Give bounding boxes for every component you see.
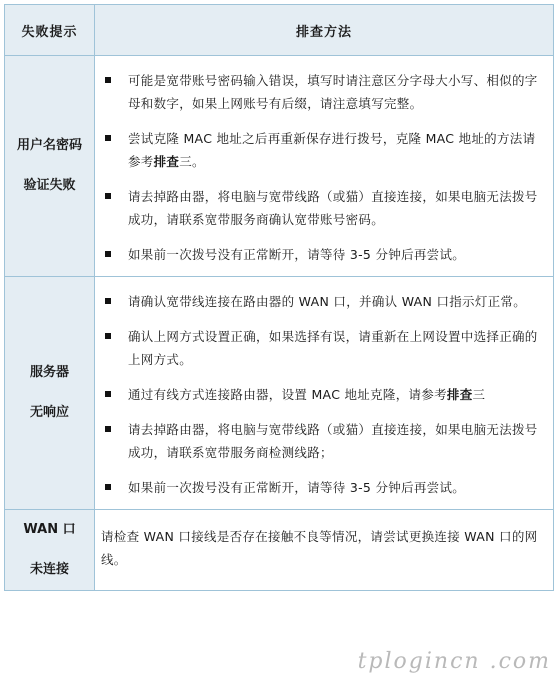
site-watermark: tplogincn .com [357,649,551,674]
square-bullet-icon [105,251,111,257]
table-row [5,510,554,591]
item-text: 请去掉路由器，将电脑与宽带线路（或猫）直接连接，如果电脑无法拨号成功，请联系宽带服务商确认宽带账号密码。 [128,189,538,227]
list-item [101,383,547,406]
method-cell-server [95,277,554,510]
header-fail-hint: 失败提示 [5,5,95,56]
item-text-after: 三 [472,387,486,402]
item-text-after: 三。 [179,154,205,169]
list-item [101,476,547,499]
square-bullet-icon [105,135,111,141]
fail-label-line1: 服务器 [29,365,69,380]
method-cell-auth [95,56,554,277]
table-row [5,277,554,510]
fail-label-line1: WAN 口 [23,522,76,537]
item-emphasis: 排查 [153,154,180,169]
method-cell-wan [95,510,554,591]
square-bullet-icon [105,484,111,490]
troubleshooting-table [4,4,554,591]
square-bullet-icon [105,298,111,304]
list-item [101,325,547,371]
method-paragraph: 请检查 WAN 口接线是否存在接触不良等情况，请尝试更换连接 WAN 口的网线。 [101,529,538,567]
fail-label-line2: 无响应 [29,405,69,420]
item-text: 请确认宽带线连接在路由器的 WAN 口，并确认 WAN 口指示灯正常。 [128,294,527,309]
item-text: 请去掉路由器，将电脑与宽带线路（或猫）直接连接，如果电脑无法拨号成功，请联系宽带服务商检测线路； [128,422,538,460]
list-item [101,69,547,115]
item-text: 通过有线方式连接路由器，设置 MAC 地址克隆，请参考 [128,387,447,402]
fail-cell-server [5,277,95,510]
fail-cell-wan [5,510,95,591]
fail-label-line2: 未连接 [29,562,69,577]
method-list [95,277,553,509]
square-bullet-icon [105,77,111,83]
square-bullet-icon [105,391,111,397]
item-text: 可能是宽带账号密码输入错误，填写时请注意区分字母大小写、相似的字母和数字，如果上网账号有后缀，请注意填写完整。 [128,73,538,111]
item-text: 如果前一次拨号没有正常断开，请等待 3-5 分钟后再尝试。 [128,480,466,495]
fail-label-line2: 验证失败 [23,178,76,193]
method-list [95,56,553,276]
list-item [101,127,547,173]
square-bullet-icon [105,333,111,339]
list-item [101,418,547,464]
square-bullet-icon [105,193,111,199]
list-item [101,185,547,231]
table-row [5,56,554,277]
item-text: 确认上网方式设置正确，如果选择有误，请重新在上网设置中选择正确的上网方式。 [128,329,538,367]
fail-label-line1: 用户名密码 [16,138,82,153]
item-text: 尝试克隆 MAC 地址之后再重新保存进行拨号，克隆 MAC 地址的方法请参考 [128,131,536,169]
item-emphasis: 排查 [446,387,473,402]
item-text: 如果前一次拨号没有正常断开，请等待 3-5 分钟后再尝试。 [128,247,466,262]
table-header-row [5,5,554,56]
list-item [101,243,547,266]
fail-cell-auth [5,56,95,277]
square-bullet-icon [105,426,111,432]
list-item [101,290,547,313]
header-method: 排查方法 [95,5,554,56]
